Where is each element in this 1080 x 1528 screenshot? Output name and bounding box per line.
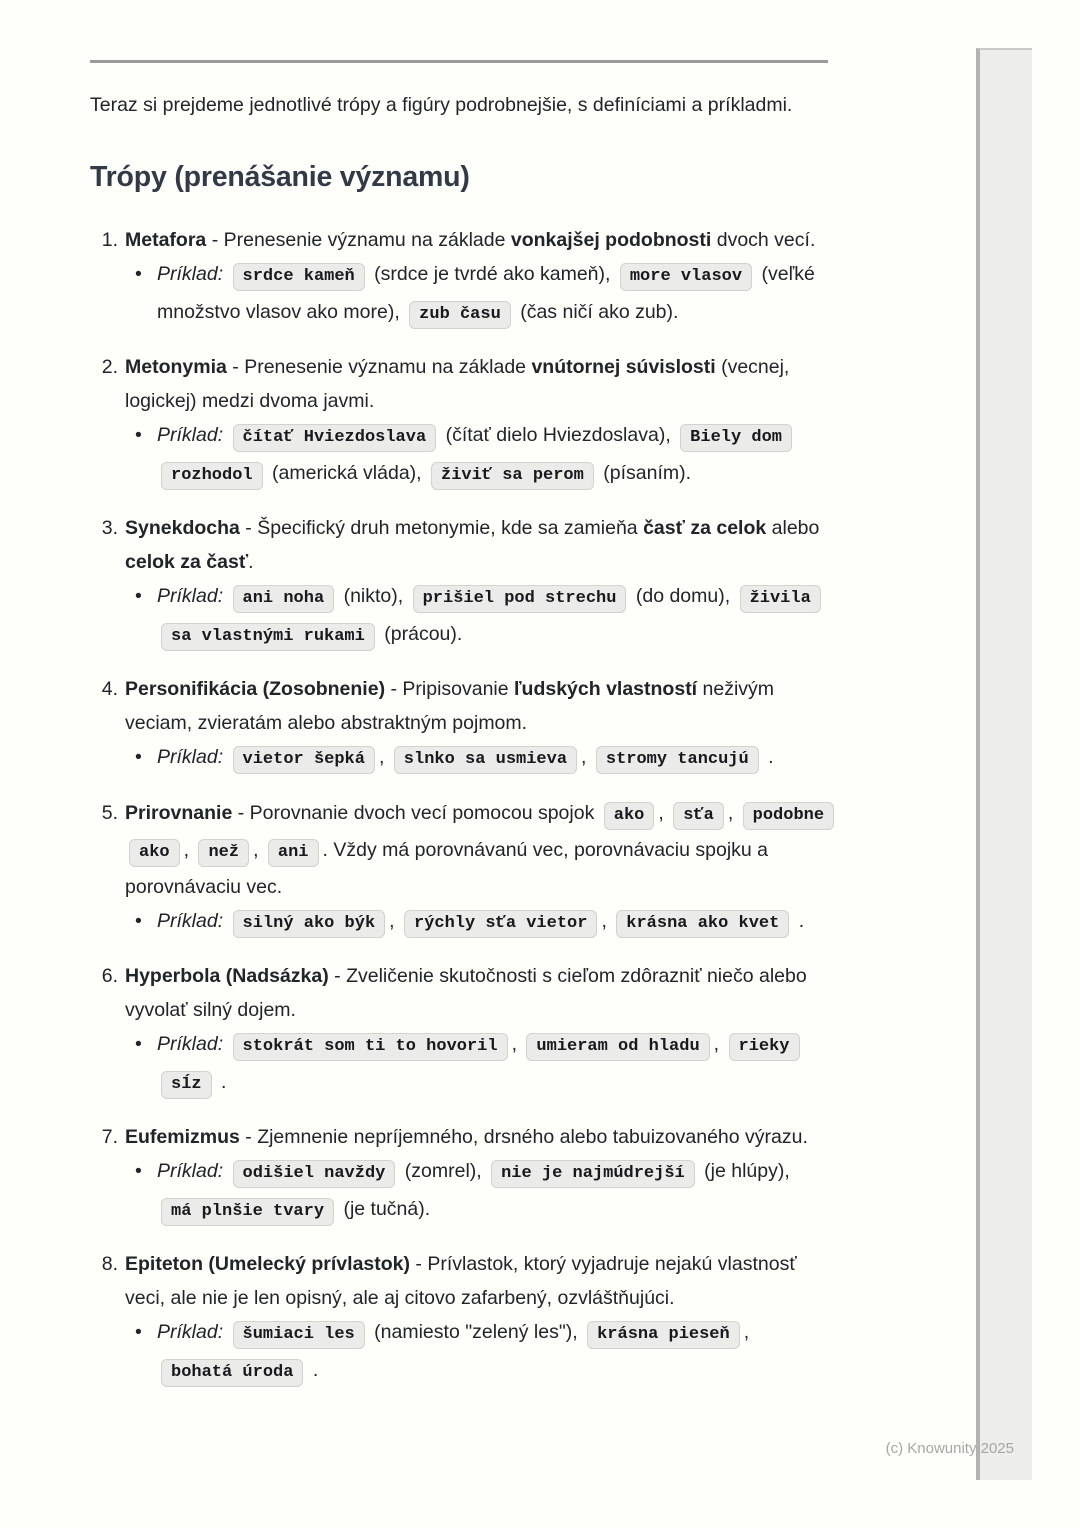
trope-list-item — [90, 1120, 828, 1229]
code-chip: bohatá úroda — [161, 1359, 303, 1387]
trope-definition — [125, 1120, 828, 1154]
bold-term: vonkajšej podobnosti — [510, 229, 712, 251]
text-run: (zomrel), — [399, 1160, 488, 1182]
code-chip: rieky sĺz — [161, 1033, 800, 1099]
example-label: Príklad: — [157, 1321, 224, 1343]
bullet-icon: • — [135, 424, 142, 446]
text-run: (americká vláda), — [266, 461, 428, 484]
trope-definition — [125, 959, 828, 1027]
text-run: - Porovnanie dvoch vecí pomocou spojok — [232, 801, 600, 824]
text-run: (písaním). — [597, 461, 692, 484]
text-run: , — [511, 1033, 523, 1055]
bold-term: Synekdocha — [125, 517, 240, 539]
bullet-icon: • — [135, 263, 142, 285]
code-chip: nie je najmúdrejší — [491, 1160, 695, 1188]
text-run: , — [743, 1321, 750, 1343]
tropes-list — [90, 223, 828, 1390]
example-label: Príklad: — [157, 1033, 224, 1055]
code-chip: sťa — [673, 802, 724, 830]
code-chip: než — [198, 839, 249, 867]
code-chip: srdce kameň — [233, 263, 365, 291]
list-item-number: 1. — [101, 229, 118, 251]
list-item-number: 6. — [101, 965, 118, 987]
text-run: , — [727, 801, 739, 824]
example-label: Príklad: — [157, 424, 224, 446]
bold-term: celok za časť — [125, 551, 249, 573]
text-run: . — [762, 746, 774, 768]
bullet-icon: • — [135, 1033, 142, 1055]
text-run: . — [215, 1070, 227, 1093]
bold-term: Personifikácia (Zosobnenie) — [125, 678, 386, 700]
code-chip: ani noha — [233, 585, 335, 613]
example-label: Príklad: — [157, 263, 224, 285]
text-run: , — [253, 838, 264, 861]
trope-list-item — [90, 672, 828, 778]
text-run: . — [248, 551, 254, 573]
list-item-number: 5. — [101, 801, 118, 824]
bullet-icon: • — [135, 1160, 142, 1182]
text-run: (veľké množstvo vlasov ako more), — [157, 263, 815, 323]
text-run: alebo — [766, 517, 820, 539]
code-chip: podobne ako — [129, 802, 834, 867]
code-chip: má plnšie tvary — [161, 1198, 334, 1226]
document-content — [90, 0, 828, 1390]
code-chip: stromy tancujú — [596, 746, 759, 774]
text-run: - Pripisovanie — [385, 678, 515, 700]
bold-term: Prirovnanie — [125, 801, 233, 824]
bold-term: Hyperbola (Nadsázka) — [125, 965, 329, 987]
text-run: - Prenesenie významu na základe — [206, 229, 511, 251]
trope-definition — [125, 672, 828, 740]
example-label: Príklad: — [157, 909, 224, 932]
code-chip: živila sa vlastnými rukami — [161, 585, 821, 651]
page-title: Trópy (prenášanie významu) — [90, 161, 470, 193]
trope-example — [125, 1315, 828, 1390]
example-label: Príklad: — [157, 746, 224, 768]
trope-example — [125, 418, 828, 493]
trope-definition — [125, 223, 828, 257]
trope-example — [125, 579, 828, 654]
list-item-number: 8. — [101, 1253, 118, 1275]
text-run: , — [601, 909, 613, 932]
text-run: (čítať dielo Hviezdoslava), — [440, 424, 677, 446]
text-run: - Zjemnenie nepríjemného, drsného alebo tabuizovaného výrazu. — [239, 1126, 808, 1148]
text-run: - Špecifický druh metonymie, kde sa zamieňa — [239, 517, 644, 539]
trope-example — [125, 257, 828, 332]
text-run: , — [389, 909, 400, 932]
text-run: , — [658, 801, 670, 824]
copyright-watermark: (c) Knowunity 2025 — [885, 1440, 1014, 1457]
code-chip: čítať Hviezdoslava — [233, 424, 437, 452]
scrollbar-track[interactable] — [976, 48, 1032, 1480]
code-chip: slnko sa usmieva — [394, 746, 577, 774]
list-item-number: 4. — [101, 678, 118, 700]
code-chip: Biely dom rozhodol — [161, 424, 792, 490]
bullet-icon: • — [135, 909, 142, 932]
list-item-number: 2. — [101, 356, 118, 378]
text-run: , — [581, 746, 592, 768]
trope-list-item — [90, 511, 828, 654]
list-item-number: 3. — [101, 517, 118, 539]
text-run: , — [713, 1033, 725, 1055]
code-chip: krásna pieseň — [587, 1321, 740, 1349]
bold-term: Metonymia — [125, 356, 227, 378]
trope-example — [125, 1027, 828, 1102]
text-run: - Prívlastok, ktorý vyjadruje nejakú vlastnosť veci, ale nie je len opisný, ale aj citovo zafarbený, ozvláštňujúci. — [125, 1253, 797, 1309]
trope-definition — [125, 511, 828, 579]
text-run: (namiesto "zelený les"), — [368, 1321, 584, 1343]
text-run: dvoch vecí. — [711, 229, 816, 251]
text-run: (srdce je tvrdé ako kameň), — [368, 263, 616, 285]
code-chip: odišiel navždy — [233, 1160, 396, 1188]
code-chip: vietor šepká — [233, 746, 375, 774]
text-run: (do domu), — [630, 585, 736, 607]
text-run: (nikto), — [338, 585, 409, 607]
text-run: (prácou). — [378, 622, 463, 645]
text-run: (je hlúpy), — [698, 1160, 790, 1182]
code-chip: more vlasov — [620, 263, 752, 291]
text-run: . — [307, 1358, 319, 1381]
text-run: . — [793, 909, 805, 932]
trope-example — [125, 740, 828, 778]
code-chip: umieram od hladu — [526, 1033, 709, 1061]
code-chip: prišiel pod strechu — [413, 585, 627, 613]
code-chip: rýchly sťa vietor — [404, 910, 597, 938]
trope-example — [125, 904, 828, 942]
list-item-number: 7. — [101, 1126, 118, 1148]
text-run: - Prenesenie významu na základe — [226, 356, 532, 378]
trope-list-item — [90, 959, 828, 1102]
text-run: - Zveličenie skutočnosti s cieľom zdôrazniť niečo alebo vyvolať silný dojem. — [125, 965, 807, 1021]
bold-term: Metafora — [125, 229, 207, 251]
text-run: . Vždy má porovnávanú vec, porovnávaciu spojku a porovnávaciu vec. — [125, 838, 769, 898]
trope-list-item — [90, 350, 828, 493]
intro-paragraph: Teraz si prejdeme jednotlivé trópy a figúry podrobnejšie, s definíciami a príkladmi. — [90, 94, 793, 116]
bold-term: ľudských vlastností — [514, 678, 698, 700]
bold-term: Eufemizmus — [125, 1126, 240, 1148]
text-run: neživým veciam, zvieratám alebo abstraktným pojmom. — [125, 678, 775, 734]
bold-term: vnútornej súvislosti — [531, 356, 716, 378]
text-run: (vecnej, logickej) medzi dvoma javmi. — [125, 356, 790, 412]
code-chip: šumiaci les — [233, 1321, 365, 1349]
code-chip: ani — [268, 839, 319, 867]
example-label: Príklad: — [157, 1160, 224, 1182]
code-chip: živiť sa perom — [431, 462, 594, 490]
text-run: (je tučná). — [338, 1197, 431, 1220]
bullet-icon: • — [135, 585, 142, 607]
code-chip: stokrát som ti to hovoril — [233, 1033, 508, 1061]
trope-definition — [125, 1247, 828, 1315]
code-chip: silný ako býk — [233, 910, 386, 938]
code-chip: ako — [604, 802, 655, 830]
bullet-icon: • — [135, 1321, 142, 1343]
trope-list-item — [90, 223, 828, 332]
text-run: , — [183, 838, 195, 861]
bullet-icon: • — [135, 746, 142, 768]
bold-term: časť za celok — [643, 517, 767, 539]
example-label: Príklad: — [157, 585, 224, 607]
code-chip: krásna ako kvet — [616, 910, 789, 938]
code-chip: zub času — [409, 301, 511, 329]
trope-list-item — [90, 1247, 828, 1390]
trope-definition — [125, 350, 828, 418]
section-divider — [90, 60, 828, 63]
trope-example — [125, 1154, 828, 1229]
trope-definition — [125, 796, 828, 904]
text-run: (čas ničí ako zub). — [514, 300, 679, 323]
trope-list-item — [90, 796, 828, 942]
text-run: , — [378, 746, 390, 768]
bold-term: Epiteton (Umelecký prívlastok) — [125, 1253, 410, 1275]
